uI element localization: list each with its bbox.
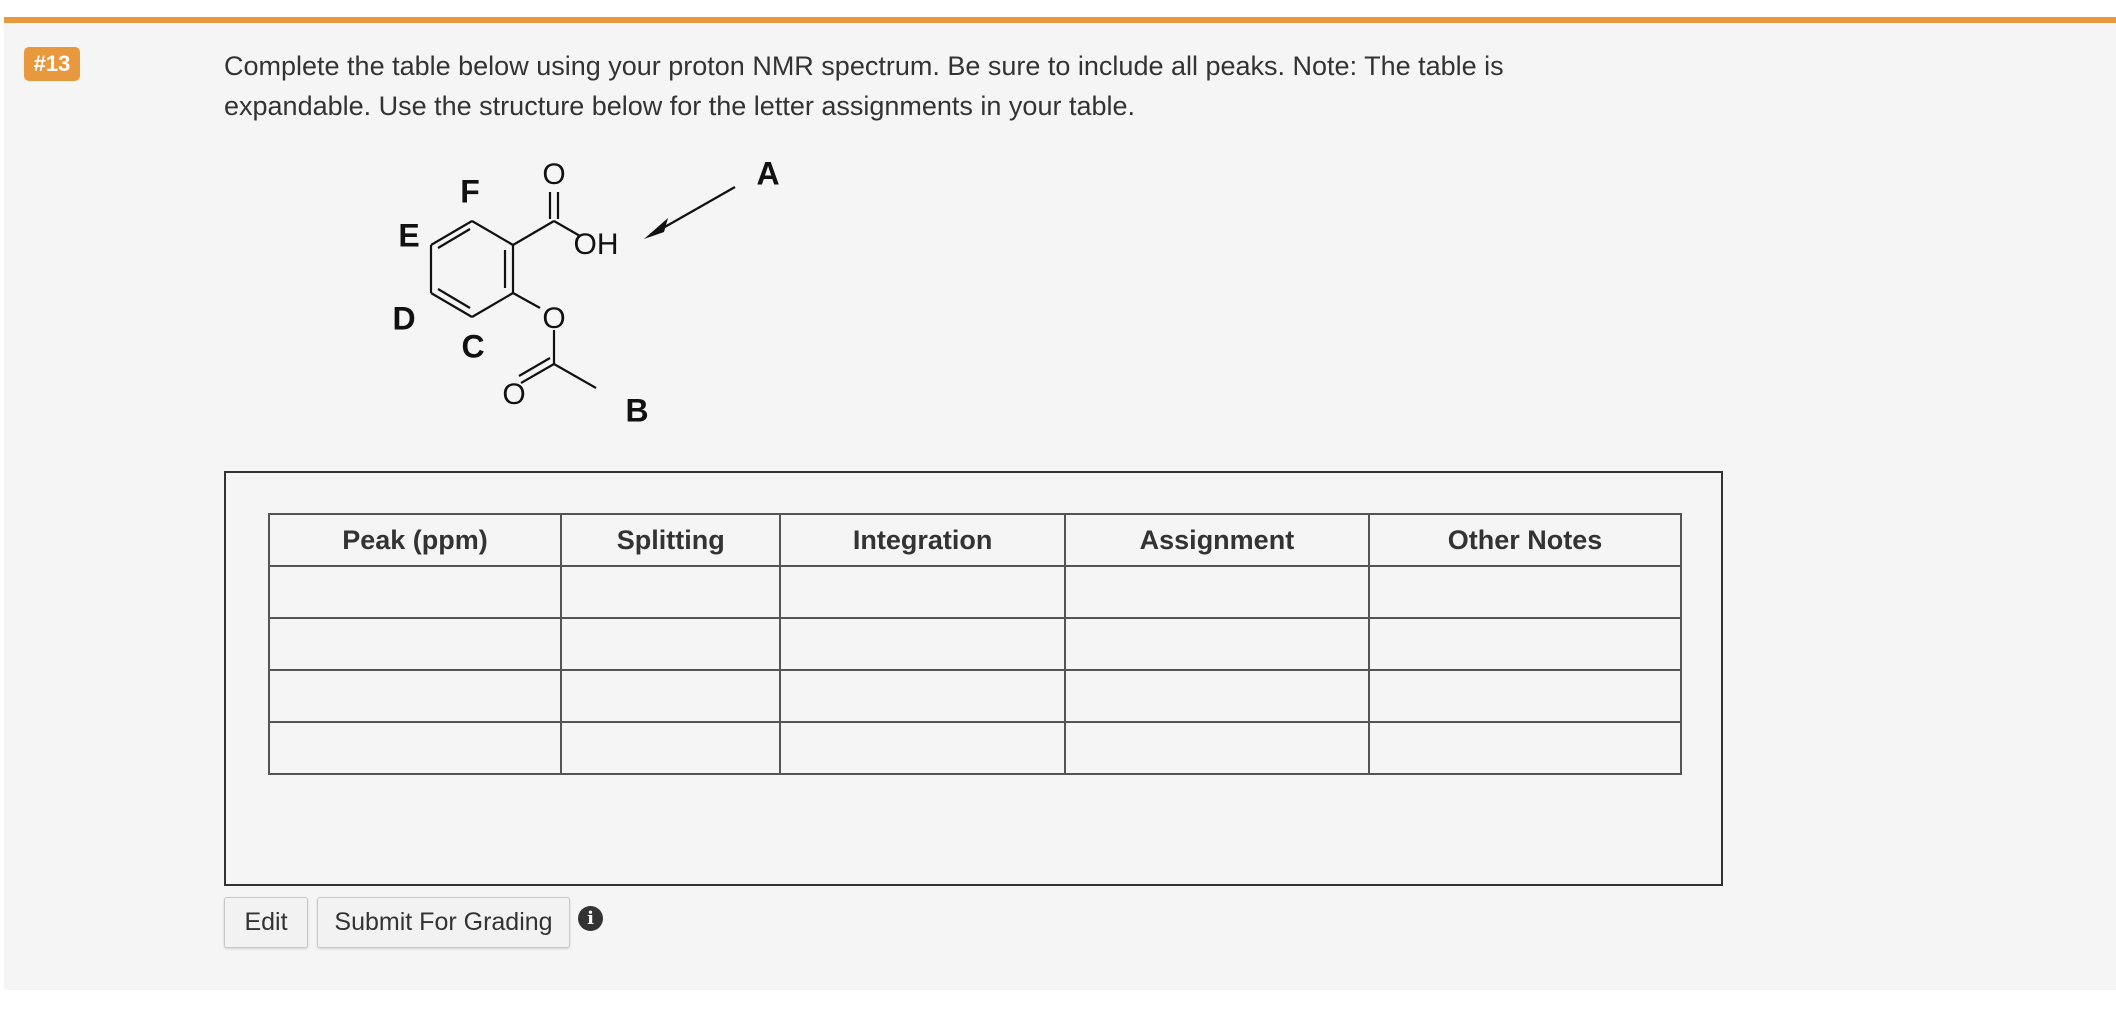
table-row xyxy=(269,670,1681,722)
table-cell[interactable] xyxy=(1369,618,1681,670)
header-integration: Integration xyxy=(780,514,1064,566)
info-icon[interactable]: i xyxy=(578,906,603,931)
expandable-table-container xyxy=(224,471,1723,886)
table-cell[interactable] xyxy=(1369,566,1681,618)
table-cell[interactable] xyxy=(269,566,561,618)
table-cell[interactable] xyxy=(561,566,780,618)
table-row xyxy=(269,618,1681,670)
atom-o-ester: O xyxy=(542,301,566,335)
table-cell[interactable] xyxy=(780,618,1064,670)
ester-carbonyl-bond xyxy=(519,358,550,376)
methyl-bond xyxy=(554,364,596,388)
table-cell[interactable] xyxy=(561,670,780,722)
ring-bond xyxy=(472,221,513,245)
table-cell[interactable] xyxy=(1065,670,1369,722)
ring-double-bond xyxy=(438,289,470,308)
question-prompt: Complete the table below using your proton NMR spectrum. Be sure to include all peaks. Note: The table is expandable. Use the structure below for the letter assignments in your table. xyxy=(224,51,1504,121)
header-assignment: Assignment xyxy=(1065,514,1369,566)
table-row xyxy=(269,722,1681,774)
atom-oh: OH xyxy=(573,227,619,261)
edit-button[interactable]: Edit xyxy=(224,897,308,948)
arrow-head xyxy=(644,218,668,239)
table-cell[interactable] xyxy=(269,722,561,774)
table-cell[interactable] xyxy=(561,618,780,670)
atom-o-carbonyl-bottom: O xyxy=(502,377,526,411)
submit-for-grading-button[interactable]: Submit For Grading xyxy=(317,897,570,948)
table-cell[interactable] xyxy=(780,670,1064,722)
label-f: F xyxy=(460,173,480,210)
table-row xyxy=(269,566,1681,618)
label-b: B xyxy=(625,392,649,429)
ester-o-bond xyxy=(513,293,540,308)
nmr-table xyxy=(268,513,1682,775)
label-d: D xyxy=(392,300,416,337)
table-cell[interactable] xyxy=(1065,618,1369,670)
ester-carbonyl-bond xyxy=(521,364,554,383)
table-cell[interactable] xyxy=(1369,722,1681,774)
table-cell[interactable] xyxy=(780,722,1064,774)
atom-o-carbonyl-top: O xyxy=(542,157,566,191)
table-cell[interactable] xyxy=(269,618,561,670)
table-cell[interactable] xyxy=(269,670,561,722)
header-splitting: Splitting xyxy=(561,514,780,566)
ring-bond xyxy=(472,293,513,317)
table-cell[interactable] xyxy=(561,722,780,774)
label-a: A xyxy=(756,155,780,192)
label-e: E xyxy=(398,217,420,254)
ring-bond xyxy=(431,221,472,245)
arrow-line xyxy=(656,187,735,232)
label-c: C xyxy=(461,328,485,365)
table-cell[interactable] xyxy=(1065,566,1369,618)
question-number-badge: #13 xyxy=(24,47,80,81)
aspirin-structure-diagram xyxy=(380,140,800,440)
header-peak: Peak (ppm) xyxy=(269,514,561,566)
header-other-notes: Other Notes xyxy=(1369,514,1681,566)
table-cell[interactable] xyxy=(1369,670,1681,722)
acid-bond xyxy=(513,221,554,245)
table-cell[interactable] xyxy=(780,566,1064,618)
table-cell[interactable] xyxy=(1065,722,1369,774)
table-header-row xyxy=(269,514,1681,566)
